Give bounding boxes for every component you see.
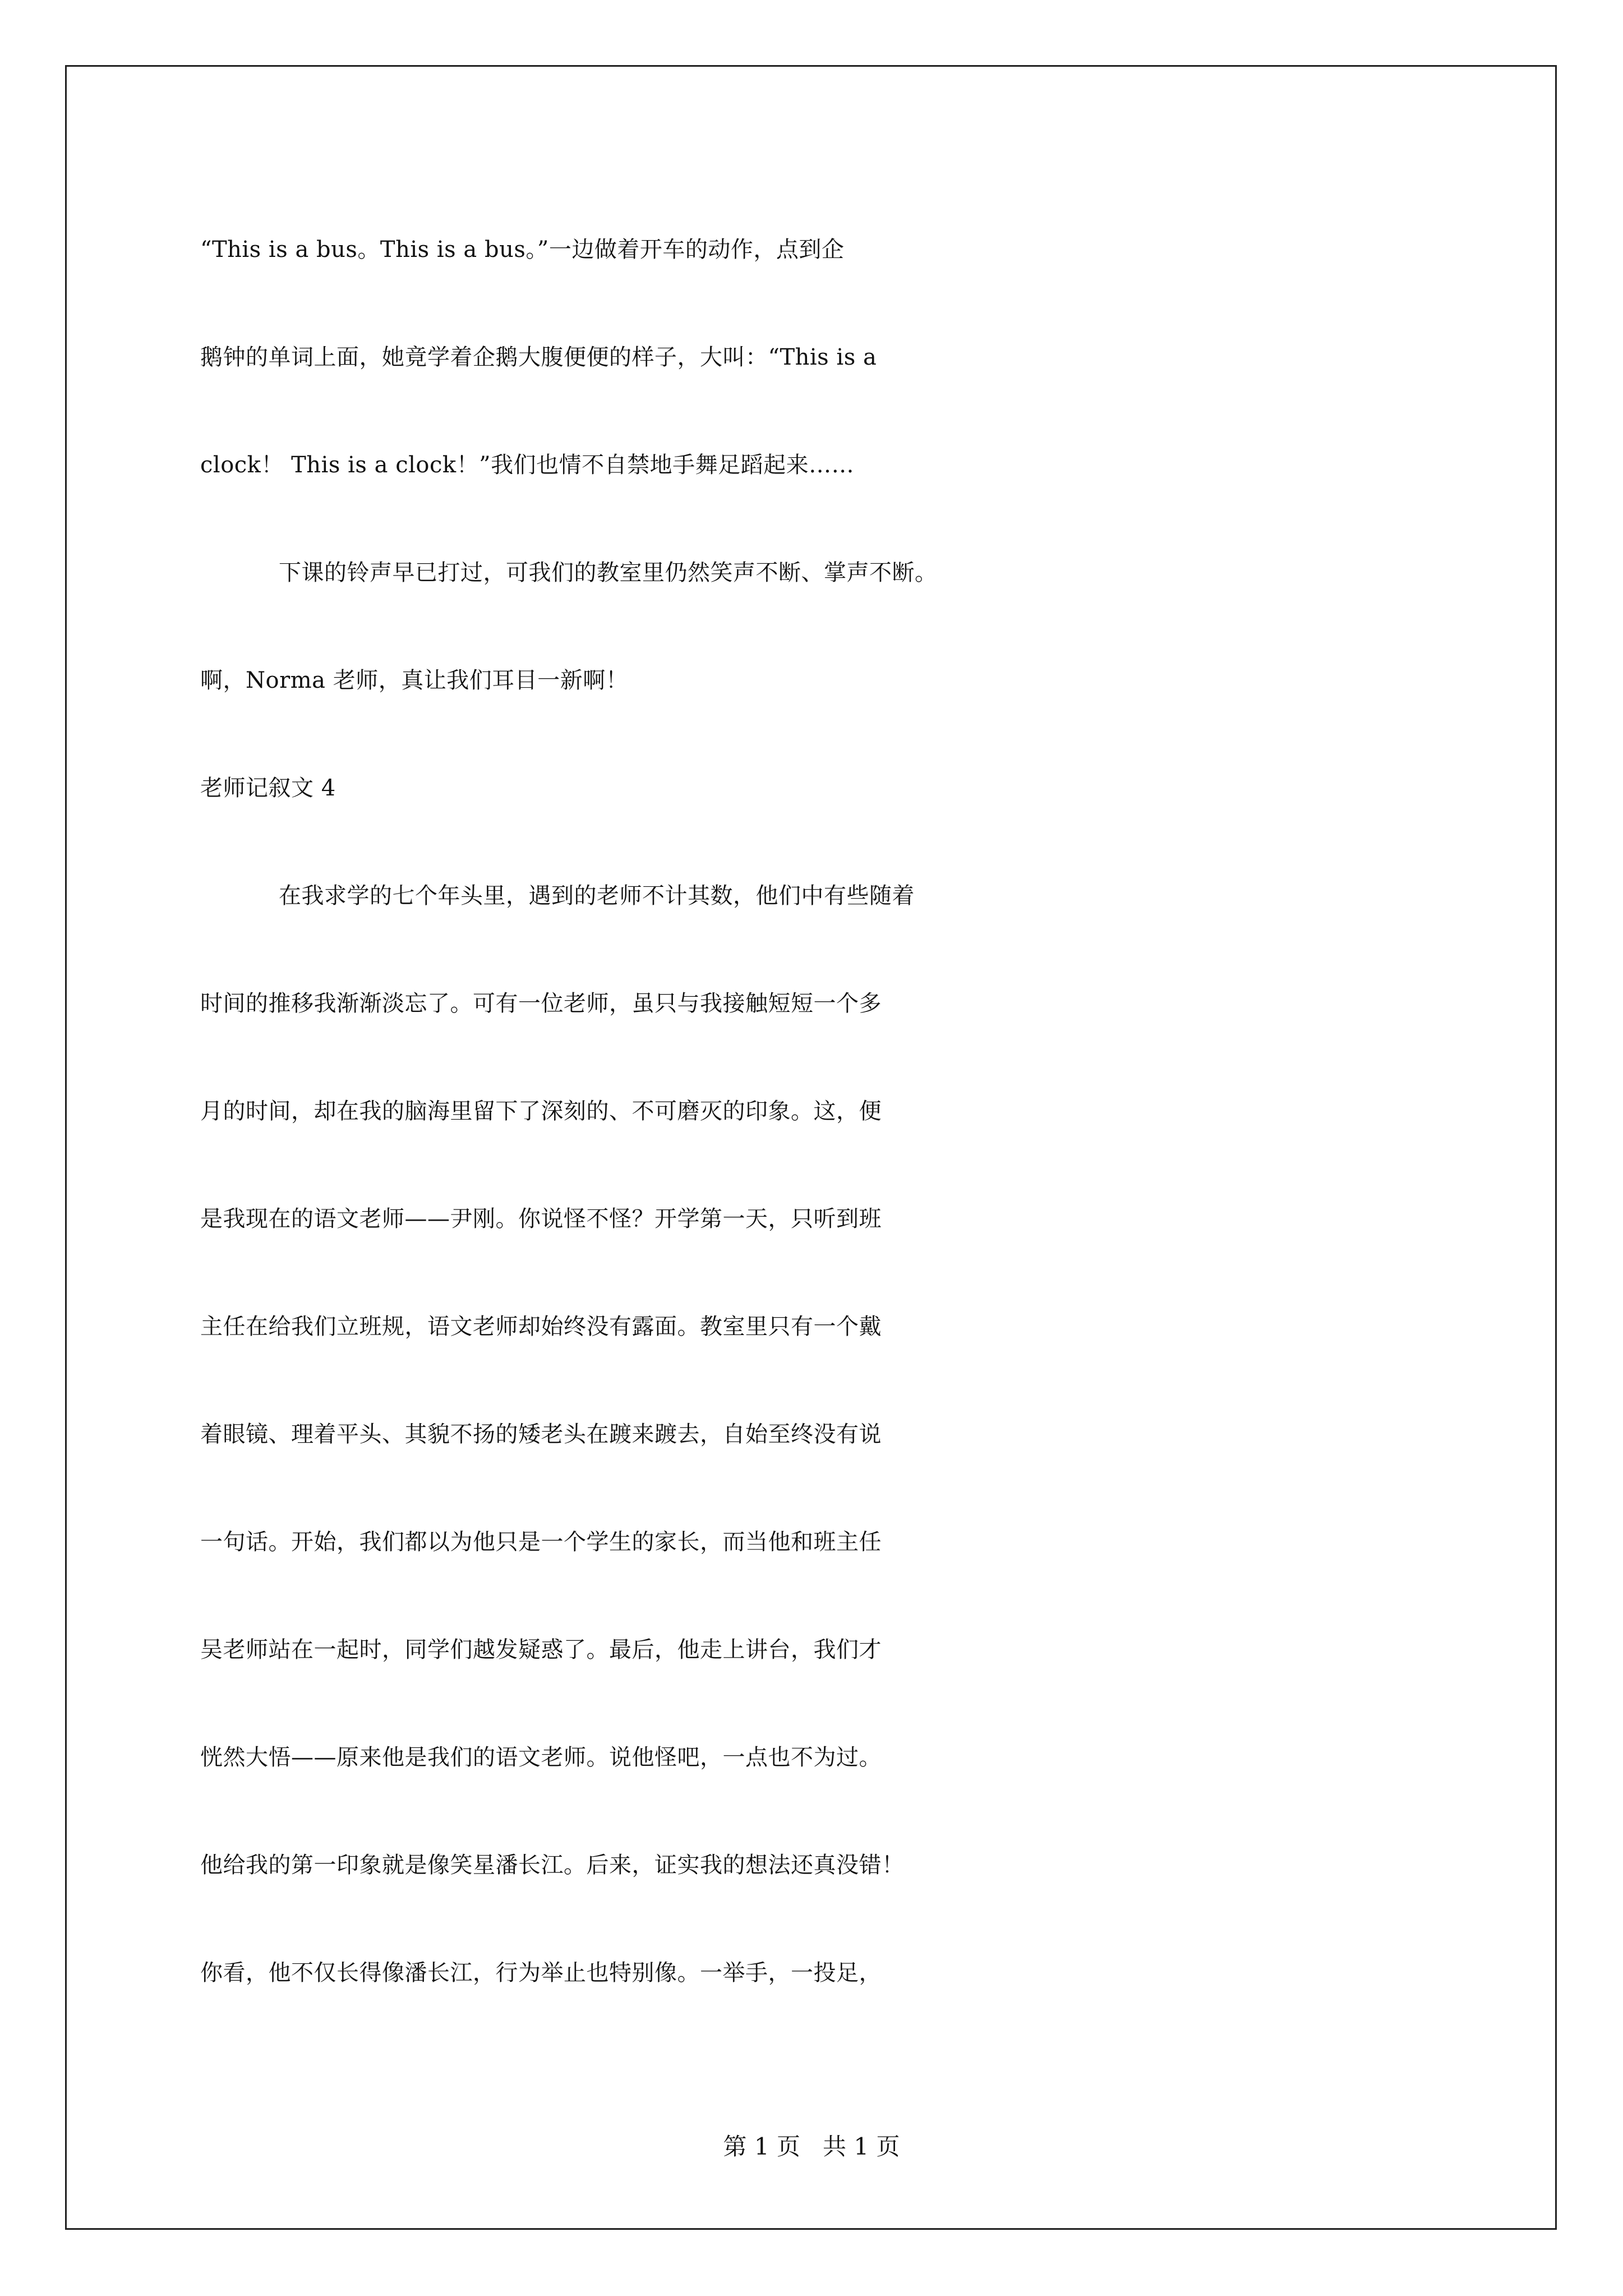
page-number-footer: 第 1 页 共 1 页 [723,2133,900,2160]
paragraph-line: 恍然大悟——原来他是我们的语文老师。说他怪吧，一点也不为过。 [200,1745,882,1770]
paragraph-line: 吴老师站在一起时，同学们越发疑惑了。最后，他走上讲台，我们才 [200,1637,882,1663]
paragraph-line: 他给我的第一印象就是像笑星潘长江。后来，证实我的想法还真没错！ [200,1852,905,1878]
paragraph-line: 月的时间，却在我的脑海里留下了深刻的、不可磨灭的印象。这，便 [200,1098,882,1124]
paragraph-line: 一句话。开始，我们都以为他只是一个学生的家长，而当他和班主任 [200,1529,882,1555]
paragraph-line: 着眼镜、理着平头、其貌不扬的矮老头在踱来踱去，自始至终没有说 [200,1421,882,1447]
paragraph-line: 时间的推移我渐渐淡忘了。可有一位老师，虽只与我接触短短一个多 [200,991,882,1016]
paragraph-line: 主任在给我们立班规，语文老师却始终没有露面。教室里只有一个戴 [200,1314,882,1340]
page-border [65,65,1557,2230]
paragraph-line: 你看，他不仅长得像潘长江，行为举止也特别像。一举手，一投足， [200,1960,882,1986]
paragraph-line: 鹅钟的单词上面，她竟学着企鹅大腹便便的样子，大叫：“This is a [200,344,877,370]
paragraph-line: 在我求学的七个年头里，遇到的老师不计其数，他们中有些随着 [279,883,915,909]
paragraph-line: 啊，Norma 老师，真让我们耳目一新啊！ [200,668,629,693]
paragraph-line: 是我现在的语文老师——尹刚。你说怪不怪？开学第一天，只听到班 [200,1206,882,1232]
section-heading: 老师记叙文 4 [200,775,336,801]
paragraph-line: 下课的铃声早已打过，可我们的教室里仍然笑声不断、掌声不断。 [279,560,938,586]
paragraph-line: “This is a bus。This is a bus。”一边做着开车的动作，点到企 [200,237,845,263]
paragraph-line: clock！ This is a clock！”我们也情不自禁地手舞足蹈起来…… [200,452,855,478]
